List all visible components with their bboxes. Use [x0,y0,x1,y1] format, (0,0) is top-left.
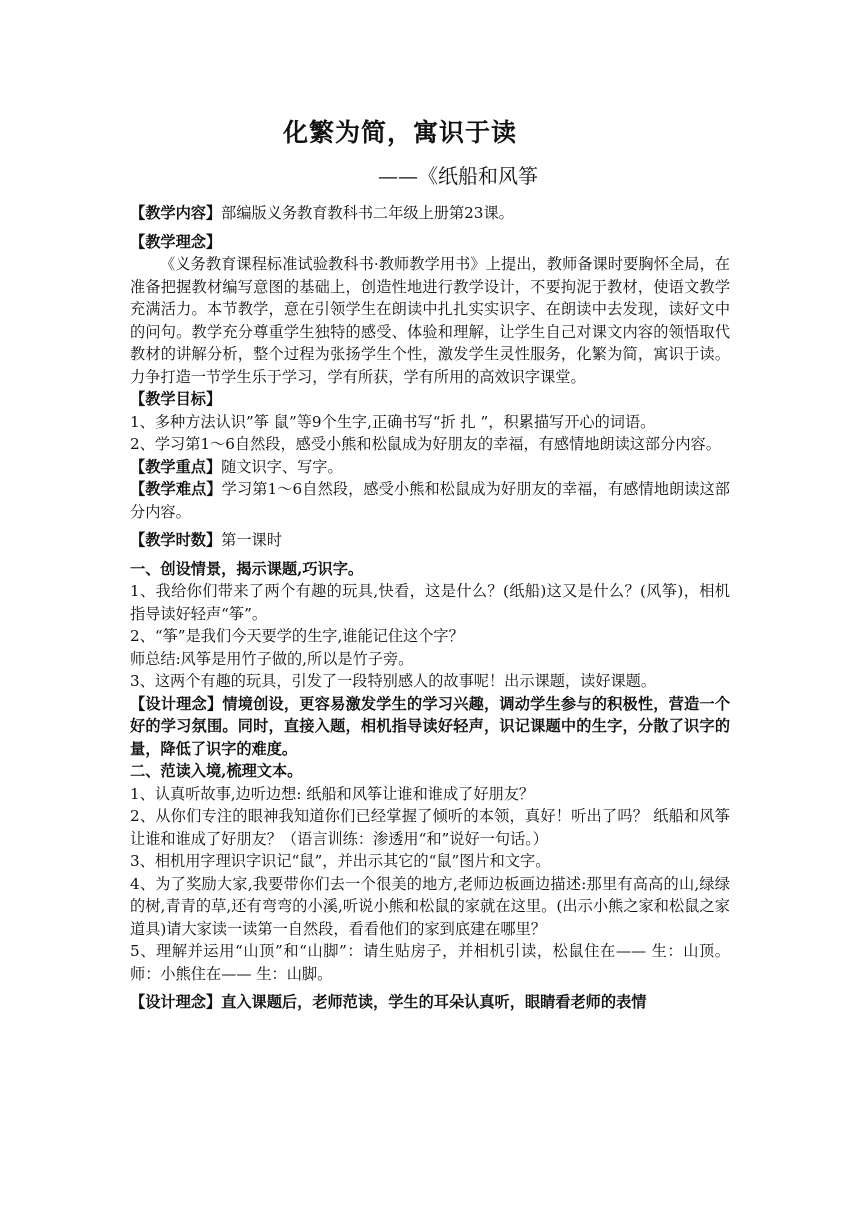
section-2-line-1: 1、认真听故事,边听边想: 纸船和风筝让谁和谁成了好朋友？ [130,784,535,803]
section-2-line-3: 3、相机用字理识字识记“鼠”，并出示其它的“鼠”图片和文字。 [130,852,551,870]
teaching-difficulty-text: 学习第1～6自然段，感受小熊和松鼠成为好朋友的幸福，有感情地朗读这部分内容。 [130,480,730,521]
teaching-difficulty-label: 【教学难点】 [130,480,222,498]
teaching-key-text: 随文识字、写字。 [221,457,343,476]
section-1-line-2: 2、“筝”是我们今天要学的生字,谁能记住这个字？ [130,627,464,645]
teaching-key-label: 【教学重点】 [130,457,222,476]
section-2-heading: 二、范读入境,梳理文本。 [130,762,303,780]
teaching-content-label: 【教学内容】 [130,204,222,222]
teaching-time-text: 第一课时 [221,531,282,549]
section-1-design [130,693,730,761]
section-2-design-label: 【设计理念】 [130,993,222,1011]
teaching-goals-label: 【教学目标】 [130,390,222,408]
teaching-goal-1: 1、多种方法认识”筝 鼠”等9个生字,正确书写“折 扎 ”，积累描写开心的词语。 [130,412,656,431]
teaching-idea-text: 《义务教育课程标准试验教科书·教师教学用书》上提出，教师备课时要胸怀全局，在准备把握教材编写意图的基础上，创造性地进行教学设计，不要拘泥于教材，使语文教学充满活力。本节教学，意在引领学生在朗读中扎扎实实识字、在朗读中去发现，读好文中的问句。教学充分尊重学生独特的感受、体验和理解，让学生自己对课文内容的领悟取代教材的讲解分析，整个过程为张扬学生个性，激发学生灵性服务，化繁为简，寓识于读。力争打造一节学生乐于学习，学有所获，学有所用的高效识字课堂。 [130,255,730,386]
section-1-line-3: 师总结:风筝是用竹子做的,所以是竹子旁。 [130,649,414,668]
section-2-design [130,991,730,1014]
section-1-heading: 一、创设情景，揭示课题,巧识字。 [130,559,364,578]
section-2-line-4: 4、为了奖励大家,我要带你们去一个很美的地方,老师边板画边描述:那里有高高的山,绿绿的树,青青的草,还有弯弯的小溪,听说小熊和松鼠的家就在这里。(出示小熊之家和松鼠之家道具)请大家读一读第一自然段，看看他们的家到底建在哪里？ [130,874,730,938]
document-body [130,202,730,1014]
section-2-line-2: 2、从你们专注的眼神我知道你们已经掌握了倾听的本领，真好！听出了吗？ 纸船和风筝让谁和谁成了好朋友？（语言训练：渗透用“和”说好一句话。） [130,807,730,848]
teaching-content [130,202,730,225]
teaching-idea-label: 【教学理念】 [130,232,222,251]
teaching-content-text: 部编版义务教育教科书二年级上册第23课。 [221,204,514,222]
teaching-difficulty [130,478,730,523]
teaching-time-label: 【教学时数】 [130,531,222,549]
section-2-design-text: 直入课题后，老师范读，学生的耳朵认真听，眼睛看老师的表情 [221,993,647,1011]
teaching-key [130,456,730,479]
section-1-line-1: 1、我给你们带来了两个有趣的玩具,快看，这是什么？(纸船)这又是什么？(风筝)，相机指导读好轻声“筝”。 [130,582,730,623]
section-1-line-4: 3、这两个有趣的玩具，引发了一段特别感人的故事呢！出示课题，读好课题。 [130,672,657,690]
document-title: 化繁为简，寓识于读 [282,118,517,147]
section-1-design-label: 【设计理念】 [130,694,223,713]
teaching-time [130,529,730,552]
teaching-goal-2: 2、学习第1～6自然段，感受小熊和松鼠成为好朋友的幸福，有感情地朗读这部分内容。 [130,435,721,453]
section-2-line-5: 5、理解并运用“山顶”和“山脚”：请生贴房子，并相机引读，松鼠住在—— 生：山顶。 师：小熊住在—— 生：山脚。 [130,942,730,983]
section-1-design-text: 情境创设，更容易激发学生的学习兴趣，调动学生参与的积极性，营造一个好的学习氛围。同时，直接入题，相机指导读好轻声，识记课题中的生字，分散了识字的量，降低了识字的难度。 [130,694,731,758]
document-subtitle: ——《纸船和风筝 [378,164,538,188]
